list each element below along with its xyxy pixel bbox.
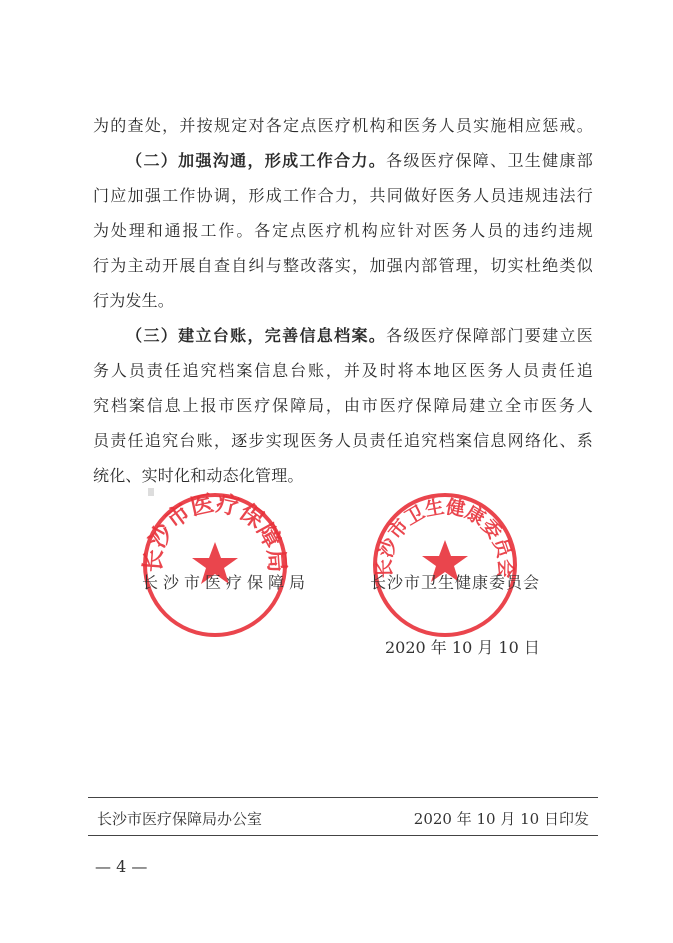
medical-security-bureau-seal <box>140 490 290 640</box>
print-date: 2020 年 10 月 10 日印发 <box>413 810 589 828</box>
section-2-heading: （二）加强沟通，形成工作合力。 <box>125 151 387 170</box>
signature-left: 长沙市医疗保障局 <box>142 573 311 592</box>
section-3-heading: （三）建立台账，完善信息档案。 <box>125 326 387 345</box>
section-3-first-line <box>93 326 593 346</box>
signature-date: 2020 年 10 月 10 日 <box>385 638 540 657</box>
body-line-2: 门应加强工作协调，形成工作合力，共同做好医务人员违规违法行 <box>93 186 593 205</box>
body-line-6: 务人员责任追究档案信息台账，并及时将本地区医务人员责任追 <box>93 361 593 380</box>
body-line-8: 员责任追究台账，逐步实现医务人员责任追究档案信息网络化、系 <box>93 431 593 450</box>
section-2-text: 各级医疗保障、卫生健康部 <box>386 151 593 170</box>
right-seal-text: 长沙市卫生健康委员会 <box>373 495 517 579</box>
body-line-1: 为的查处，并按规定对各定点医疗机构和医务人员实施相应惩戒。 <box>93 116 593 135</box>
health-commission-seal <box>370 490 520 640</box>
issuing-office: 长沙市医疗保障局办公室 <box>97 810 263 828</box>
section-3-text: 各级医疗保障部门要建立医 <box>386 326 593 345</box>
footer-top-rule <box>88 797 598 798</box>
body-line-5: 行为发生。 <box>93 291 175 310</box>
left-seal-text: 长沙市医疗保障局 <box>140 490 290 574</box>
body-line-4: 行为主动开展自查自纠与整改落实，加强内部管理，切实杜绝类似 <box>93 256 593 275</box>
body-line-7: 究档案信息上报市医疗保障局，由市医疗保障局建立全市医务人 <box>93 396 593 415</box>
body-line-3: 为处理和通报工作。各定点医疗机构应针对医务人员的违约违规 <box>93 221 593 240</box>
section-2-first-line <box>93 151 593 171</box>
signature-right: 长沙市卫生健康委员会 <box>370 573 541 592</box>
page-number: — 4 — <box>95 857 148 876</box>
footer-bottom-rule <box>88 835 598 836</box>
body-line-9: 统化、实时化和动态化管理。 <box>93 466 304 485</box>
